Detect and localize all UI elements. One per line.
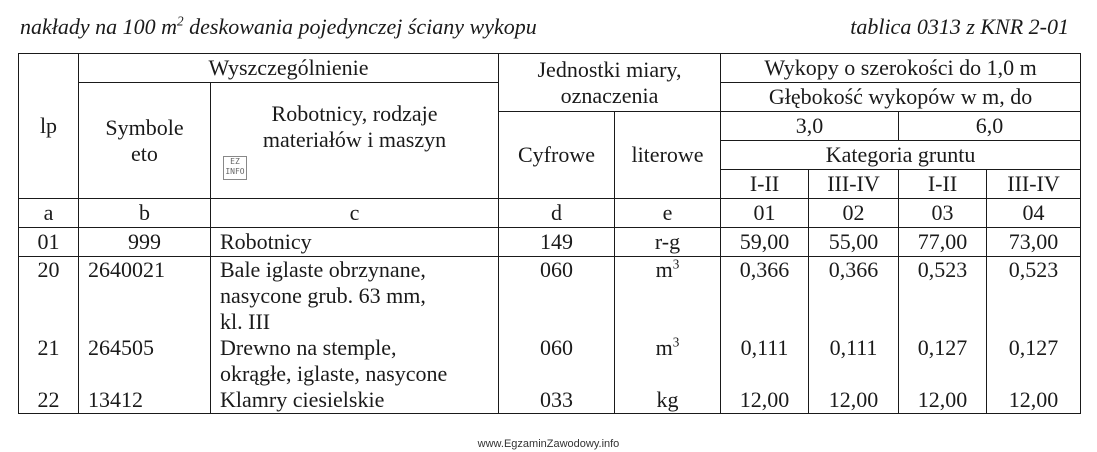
header-depth-6: 6,0 — [899, 112, 1081, 141]
cell-symbol: 264505 — [79, 335, 211, 387]
table-row — [19, 257, 1081, 336]
index-cell: d — [499, 199, 615, 228]
cell-value: 59,00 — [721, 228, 809, 257]
header-cat-3: I-II — [899, 170, 987, 199]
index-cell: a — [19, 199, 79, 228]
cell-cyfrowe: 060 — [499, 257, 615, 336]
cell-value: 12,00 — [899, 387, 987, 414]
cell-lp: 21 — [19, 335, 79, 387]
cell-desc: Klamry ciesielskie — [211, 387, 499, 414]
cell-lp: 20 — [19, 257, 79, 336]
header-cat-4: III-IV — [987, 170, 1081, 199]
cell-symbol: 2640021 — [79, 257, 211, 336]
cell-value: 12,00 — [987, 387, 1081, 414]
caption-title: nakłady na 100 $m^2$ deskowania pojedynczej ściany wykopu — [20, 13, 537, 39]
header-wykopy: Wykopy o szerokości do 1,0 m — [721, 54, 1081, 83]
table-body-materialy — [19, 257, 1081, 414]
cell-desc: Bale iglaste obrzynane, nasycone grub. 63 mm, kl. III — [211, 257, 499, 336]
cell-value: 0,523 — [899, 257, 987, 336]
header-wyszczegolnienie: Wyszczególnienie — [79, 54, 499, 83]
cell-value: 12,00 — [809, 387, 899, 414]
table-body-robotnicy — [19, 228, 1081, 257]
norm-table — [18, 53, 1081, 414]
cell-value: 77,00 — [899, 228, 987, 257]
cell-desc: Drewno na stemple, okrągłe, iglaste, nasycone — [211, 335, 499, 387]
cell-value: 73,00 — [987, 228, 1081, 257]
cell-cyfrowe: 060 — [499, 335, 615, 387]
index-row — [19, 199, 1081, 228]
cell-literowe: $m^3$ — [615, 257, 721, 336]
cell-value: 0,111 — [809, 335, 899, 387]
index-cell: 04 — [987, 199, 1081, 228]
table-row — [19, 335, 1081, 387]
header-cat-2: III-IV — [809, 170, 899, 199]
cell-lp: 22 — [19, 387, 79, 414]
table-row — [19, 228, 1081, 257]
table-header — [19, 54, 1081, 228]
header-cat-1: I-II — [721, 170, 809, 199]
index-cell: 01 — [721, 199, 809, 228]
cell-value: 0,111 — [721, 335, 809, 387]
cell-value: 0,523 — [987, 257, 1081, 336]
cell-literowe: r-g — [615, 228, 721, 257]
cell-value: 0,127 — [987, 335, 1081, 387]
table-row — [19, 387, 1081, 414]
qr-icon: EZ INFO — [223, 156, 247, 180]
header-cyfrowe: Cyfrowe — [499, 112, 615, 199]
index-cell: c — [211, 199, 499, 228]
cell-value: 0,366 — [721, 257, 809, 336]
index-cell: 02 — [809, 199, 899, 228]
cell-value: 0,127 — [899, 335, 987, 387]
cell-cyfrowe: 149 — [499, 228, 615, 257]
header-jednostki: Jednostki miary, oznaczenia — [499, 54, 721, 112]
cell-literowe: kg — [615, 387, 721, 414]
header-glebokosc: Głębokość wykopów w m, do — [721, 83, 1081, 112]
header-lp: lp — [19, 54, 79, 199]
cell-lp: 01 — [19, 228, 79, 257]
cell-cyfrowe: 033 — [499, 387, 615, 414]
cell-literowe: $m^3$ — [615, 335, 721, 387]
cell-value: 0,366 — [809, 257, 899, 336]
cell-symbol: 13412 — [79, 387, 211, 414]
index-cell: b — [79, 199, 211, 228]
header-kategoria: Kategoria gruntu — [721, 141, 1081, 170]
cell-value: 55,00 — [809, 228, 899, 257]
site-footer: www.EgzaminZawodowy.info — [477, 438, 620, 450]
index-cell: 03 — [899, 199, 987, 228]
header-depth-3: 3,0 — [721, 112, 899, 141]
header-symbole: Symbole eto — [79, 83, 211, 199]
index-cell: e — [615, 199, 721, 228]
header-literowe: literowe — [615, 112, 721, 199]
caption-table-ref: tablica 0313 z KNR 2-01 — [850, 14, 1069, 39]
cell-desc: Robotnicy — [211, 228, 499, 257]
table-caption — [20, 14, 1069, 48]
cell-value: 12,00 — [721, 387, 809, 414]
cell-symbol: 999 — [79, 228, 211, 257]
header-robotnicy: Robotnicy, rodzaje materiałów i maszyn EZ INFO — [211, 83, 499, 199]
